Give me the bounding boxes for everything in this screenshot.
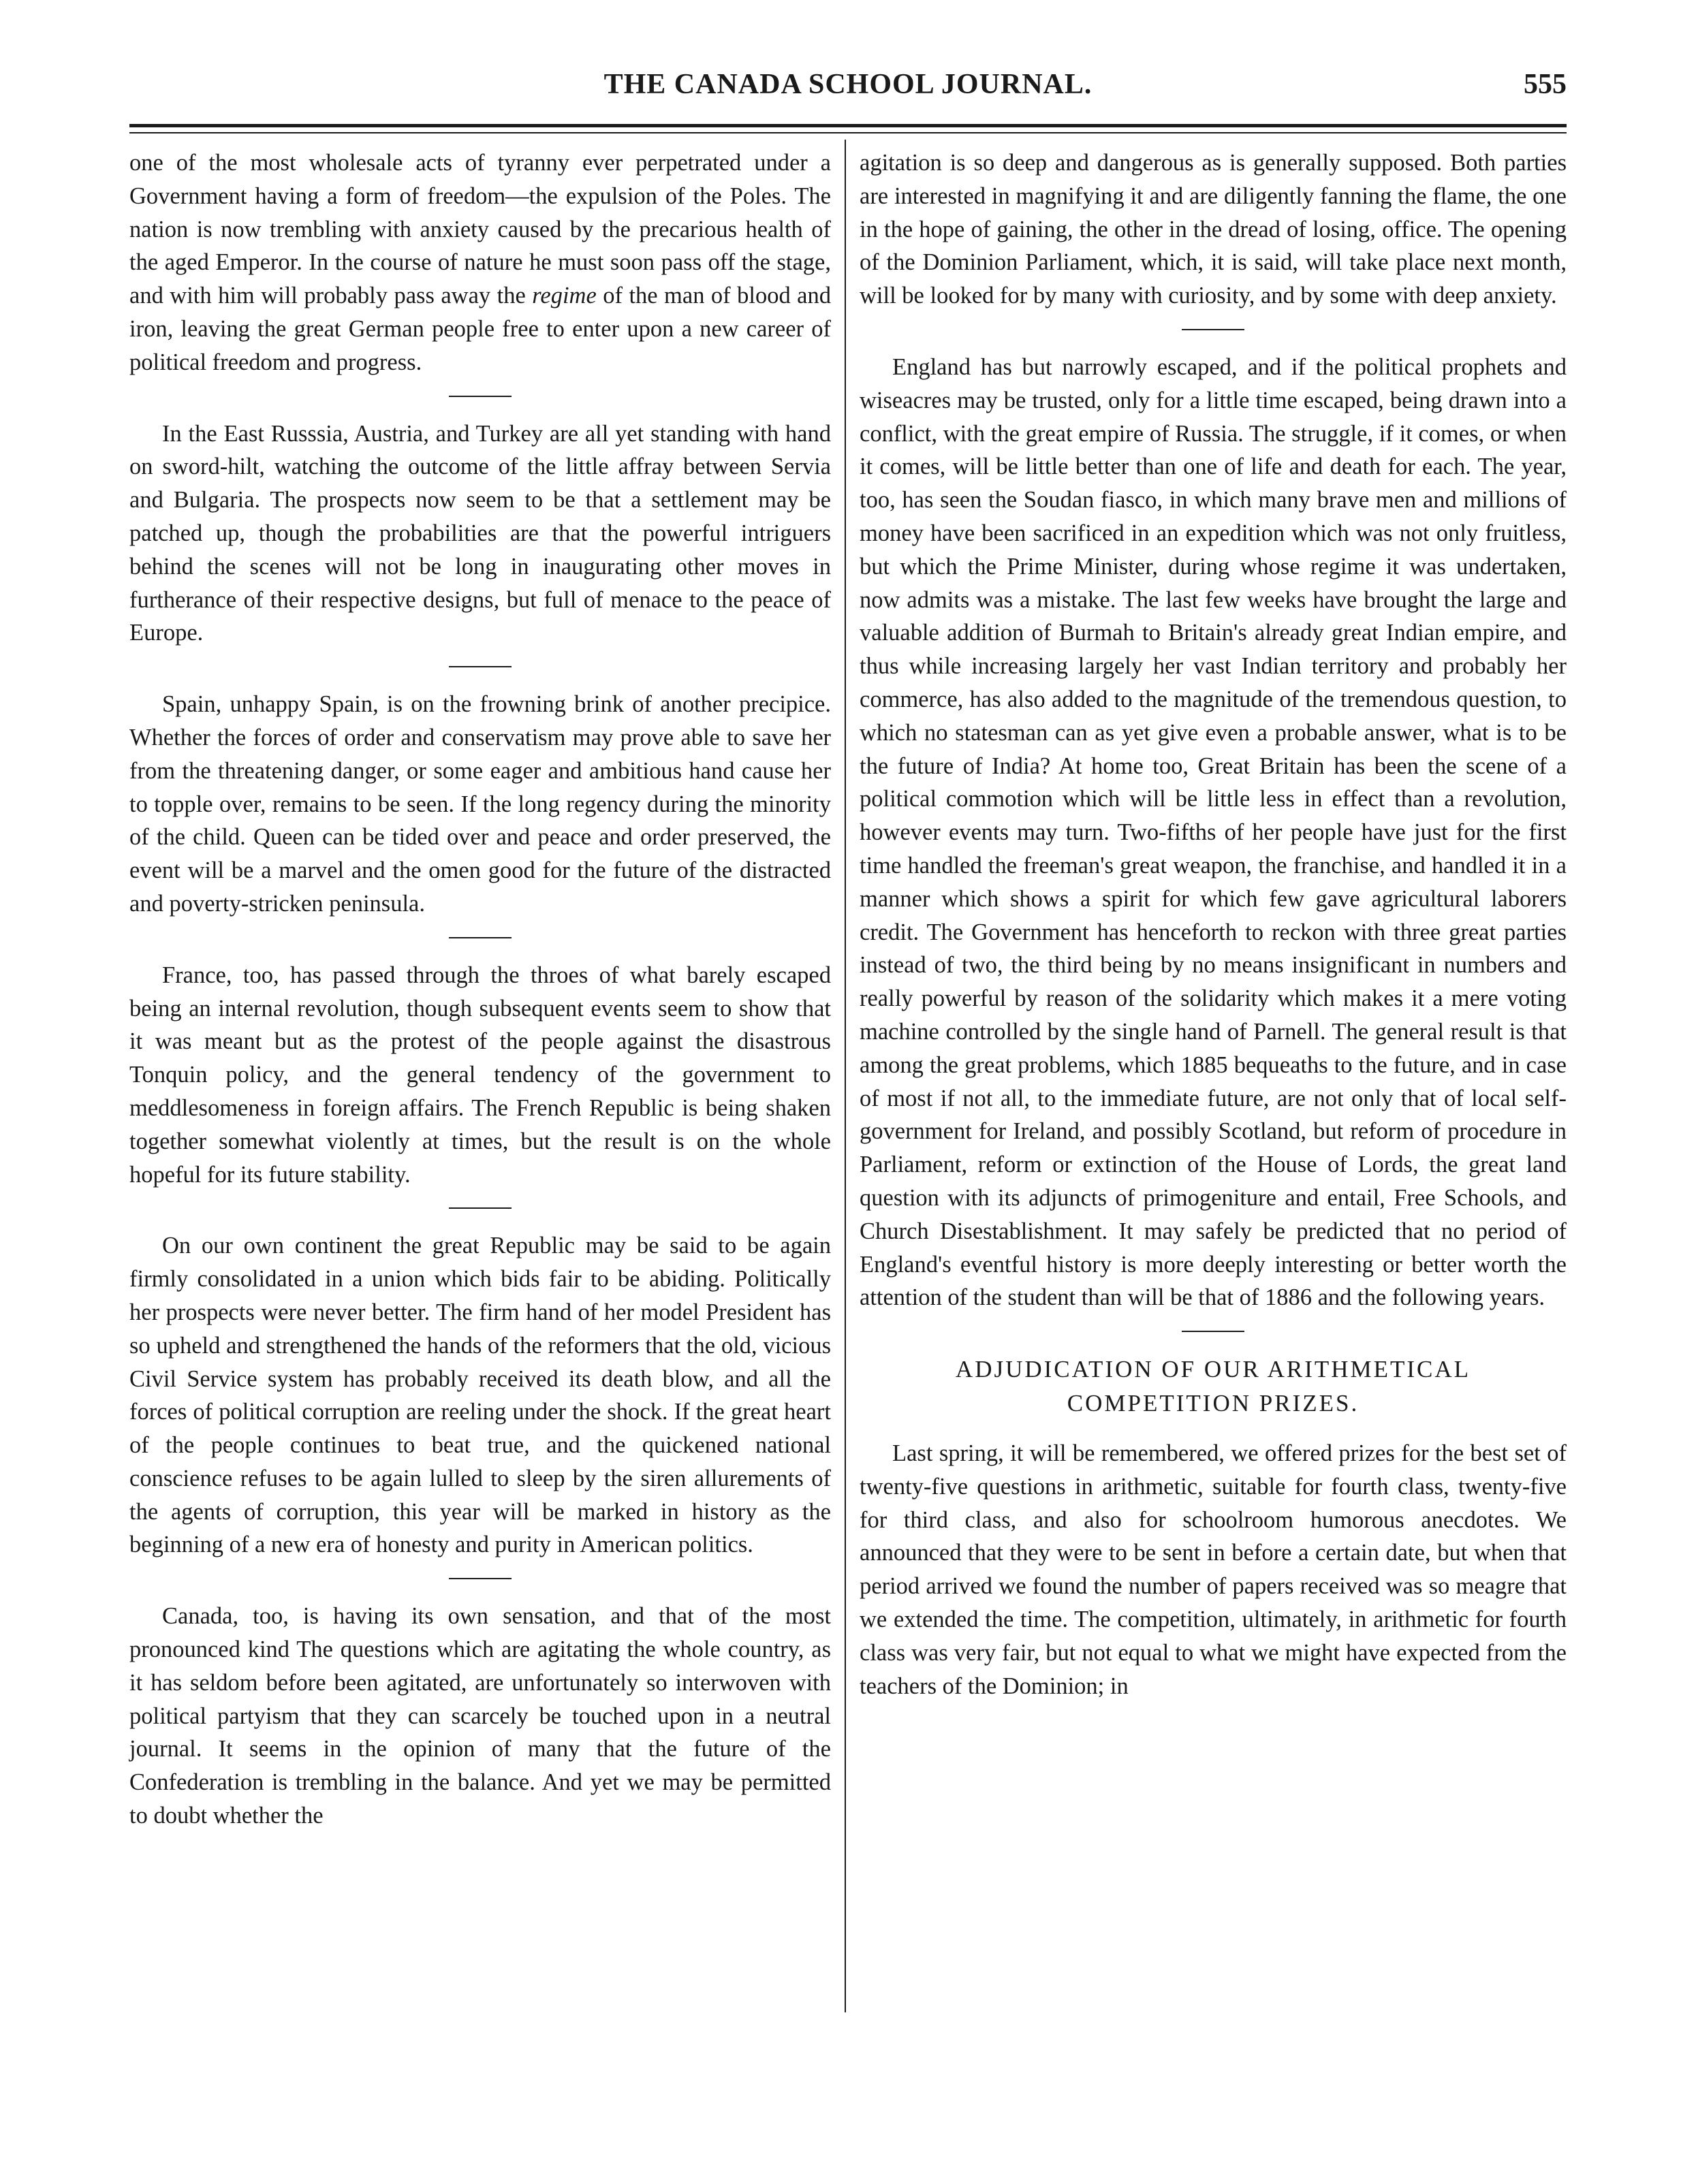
italic-word: regime bbox=[532, 283, 597, 309]
section-separator bbox=[449, 666, 512, 667]
header-rule-thin bbox=[129, 132, 1567, 133]
article-paragraph: In the East Russsia, Austria, and Turkey are all yet standing with hand on sword-hilt, watching the outcome of the little affray between Servia and Bulgaria. The prospects now seem to be that a settlement may be patched up, though the probabilities are that the powerful intriguers behind the scenes will not be long in inaugurating other moves in furtherance of their respective designs, but full of menace to the peace of Europe. bbox=[129, 420, 831, 646]
header-rule-thick bbox=[129, 124, 1567, 127]
page-header bbox=[129, 68, 1567, 123]
section-separator bbox=[449, 937, 512, 938]
left-column bbox=[129, 146, 831, 1833]
article-paragraph: Spain, unhappy Spain, is on the frowning brink of another precipice. Whether the forces of order and conservatism may prove able to save her from the threatening danger, or some eager and ambitious hand cause her to topple over, remains to be seen. If the long regency during the minority of the child. Queen can be tided over and peace and order preserved, the event will be a marvel and the omen good for the future of the distracted and poverty-stricken peninsula. bbox=[129, 691, 831, 917]
article-paragraph bbox=[129, 146, 831, 379]
article-paragraph: France, too, has passed through the throes of what barely escaped being an internal revolution, though subsequent events seem to show that it was meant but as the protest of the people against the disastrous Tonquin policy, and the general tendency of the government to meddlesomeness in foreign affairs. The French Republic is being shaken together somewhat violently at times, but the result is on the whole hopeful for its future stability. bbox=[129, 962, 831, 1188]
paragraph-text: of the man of blood and iron, leaving the great German people free to enter upon a new career of political freedom and progress. bbox=[129, 283, 831, 375]
section-separator bbox=[1182, 329, 1244, 330]
right-column bbox=[860, 146, 1567, 1703]
section-separator bbox=[449, 1207, 512, 1209]
section-heading: ADJUDICATION OF OUR ARITHMETICAL COMPETITION PRIZES. bbox=[955, 1356, 1471, 1417]
article-paragraph: England has but narrowly escaped, and if the political prophets and wiseacres may be trusted, only for a little time escaped, being drawn into a conflict, with the great empire of Russia. The struggle, if it comes, or when it comes, will be little better than one of life and death for each. The year, too, has seen the Soudan fiasco, in which many brave men and millions of money have been sacrificed in an expedition which was not only fruitless, but which the Prime Minister, during whose regime it was undertaken, now admits was a mistake. The last few weeks have brought the large and valuable addition of Burmah to Britain's already great Indian empire, and thus while increasing largely her vast Indian territory and probably her commerce, has also added to the magnitude of the tremendous question, to which no statesman can as yet give even a probable answer, what is to be the future of India? At home too, Great Britain has been the scene of a political commotion which will be little less in effect than a revolution, however events may turn. Two-fifths of her people have just for the first time handled the freeman's great weapon, the franchise, and handled it in a manner which shows a spirit for which few gave agricultural laborers credit. The Government has henceforth to reckon with three great parties instead of two, the third being by no means insignificant in numbers and really powerful by reason of the solidarity which makes it a mere voting machine controlled by the single hand of Parnell. The general result is that among the great problems, which 1885 bequeaths to the future, and in case of most if not all, to the immediate future, are not only that of local self-government for Ireland, and possibly Scotland, but reform of procedure in Parliament, reform or extinction of the House of Lords, the great land question with its adjuncts of primogeniture and entail, Free Schools, and Church Disestablishment. It may safely be predicted that no period of England's eventful history is more deeply interesting or better worth the attention of the student than will be that of 1886 and the following years. bbox=[860, 353, 1567, 1311]
article-paragraph: Canada, too, is having its own sensation, and that of the most pronounced kind The questions which are agitating the whole country, as it has seldom before been agitated, are unfortunately so interwoven with political partyism that they can scarcely be touched upon in a neutral journal. It seems in the opinion of many that the future of the Confederation is trembling in the balance. And yet we may be permitted to doubt whether the bbox=[129, 1603, 831, 1829]
column-divider bbox=[845, 140, 846, 2012]
article-paragraph: Last spring, it will be remembered, we offered prizes for the best set of twenty-five questions in arithmetic, suitable for fourth class, twenty-five for third class, and also for schoolroom humorous anecdotes. We announced that they were to be sent in before a certain date, but when that period arrived we found the number of papers received was so meagre that we extended the time. The competition, ultimately, in arithmetic for fourth class was very fair, but not equal to what we might have expected from the teachers of the Dominion; in bbox=[860, 1440, 1567, 1699]
article-paragraph: On our own continent the great Republic may be said to be again firmly consolidated in a union which bids fair to be abiding. Politically her prospects were never better. The firm hand of her model President has so upheld and strengthened the hands of the reformers that the old, vicious Civil Service system has probably received its death blow, and all the forces of political corruption are reeling under the shock. If the great heart of the people continues to beat true, and the quickened national conscience refuses to be again lulled to sleep by the siren allurements of the agents of corruption, this year will be marked in history as the beginning of a new era of honesty and purity in American politics. bbox=[129, 1233, 831, 1558]
page-number: 555 bbox=[1524, 69, 1567, 100]
section-separator bbox=[449, 1578, 512, 1579]
journal-title: THE CANADA SCHOOL JOURNAL. bbox=[603, 69, 1093, 100]
article-paragraph: agitation is so deep and dangerous as is generally supposed. Both parties are interested in magnifying it and are diligently fanning the flame, the one in the hope of gaining, the other in the dread of losing, office. The opening of the Dominion Parliament, which, it is said, will take place next month, will be looked for by many with curiosity, and by some with deep anxiety. bbox=[860, 150, 1567, 309]
paragraph-text: one of the most wholesale acts of tyranny ever perpetrated under a Government having a form of freedom—the expulsion of the Poles. The nation is now trembling with anxiety caused by the precarious health of the aged Emperor. In the course of nature he must soon pass off the stage, and with him will probably pass away the bbox=[129, 150, 831, 309]
section-separator bbox=[449, 396, 512, 397]
section-separator bbox=[1182, 1331, 1244, 1332]
